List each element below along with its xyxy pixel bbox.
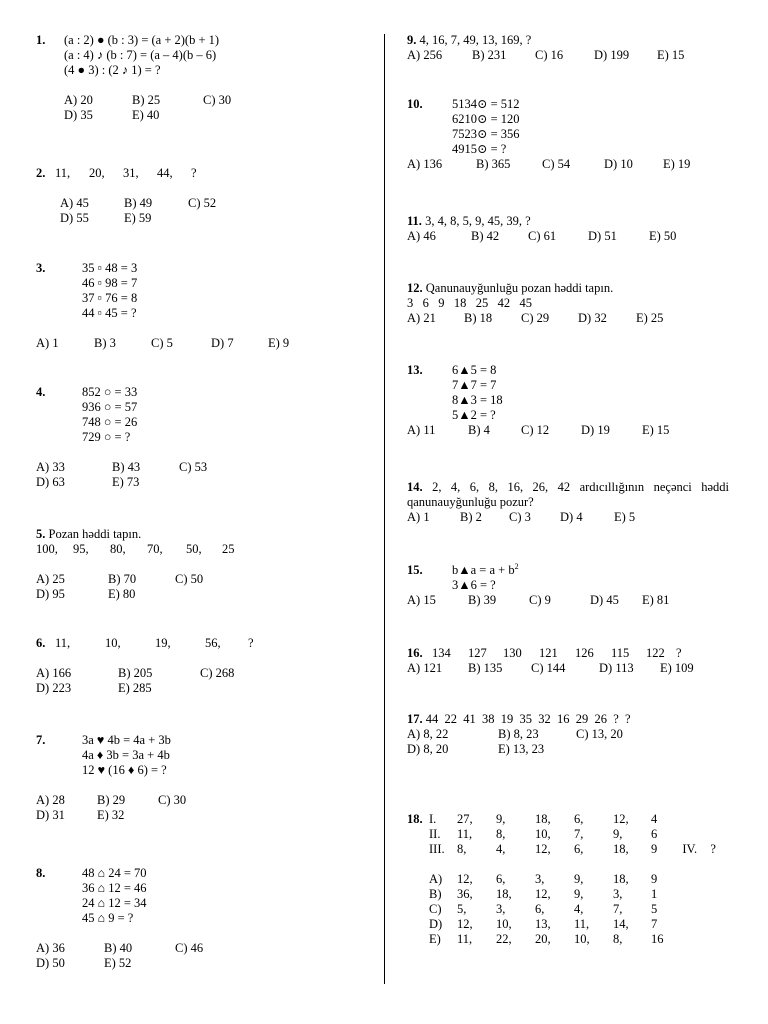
option-b[interactable]: B) 39 bbox=[468, 593, 497, 607]
option-b[interactable]: B) 43 bbox=[112, 460, 141, 474]
cell: 6, bbox=[574, 812, 584, 826]
sequence-term: 44, bbox=[157, 166, 173, 180]
formula-line: 24 ⌂ 12 = 34 bbox=[82, 896, 147, 910]
option-b[interactable]: B) 231 bbox=[472, 48, 507, 62]
option-a[interactable]: A) 11 bbox=[407, 423, 436, 437]
option-b[interactable]: B) 3 bbox=[94, 336, 116, 350]
option-b[interactable]: B) 70 bbox=[108, 572, 137, 586]
answer-options bbox=[36, 941, 366, 956]
row-label: I. bbox=[429, 812, 437, 826]
answer-options bbox=[36, 211, 366, 226]
option-c[interactable]: C) 29 bbox=[521, 311, 550, 325]
answer-options bbox=[407, 311, 729, 326]
sequence-term: 115 bbox=[611, 646, 630, 660]
cell: 6 bbox=[651, 827, 658, 841]
sequence-term: 70, bbox=[147, 542, 163, 556]
answer-options bbox=[36, 196, 366, 211]
question-number: 6. bbox=[36, 636, 46, 650]
sequence: 44 22 41 38 19 35 32 16 29 26 ? ? bbox=[425, 712, 631, 726]
sequence-term: 10, bbox=[105, 636, 121, 650]
formula-line: 7▲7 = 7 bbox=[452, 378, 497, 392]
option-b[interactable]: B) 42 bbox=[471, 229, 500, 243]
question-11 bbox=[407, 214, 729, 244]
option-c[interactable]: C) 52 bbox=[188, 196, 217, 210]
question-12 bbox=[407, 281, 729, 326]
question-5 bbox=[36, 527, 366, 602]
sequence-term: 80, bbox=[110, 542, 126, 556]
cell: 4, bbox=[496, 842, 506, 856]
answer-options bbox=[36, 793, 366, 808]
question-1 bbox=[36, 33, 366, 123]
option-e[interactable]: E) 5 bbox=[614, 510, 636, 524]
question-number: 8. bbox=[36, 866, 46, 880]
option-c[interactable]: C) 53 bbox=[179, 460, 208, 474]
option-e[interactable]: E) 19 bbox=[663, 157, 691, 171]
formula-line: 45 ⌂ 9 = ? bbox=[82, 911, 134, 925]
option-label: E) bbox=[429, 932, 441, 946]
question-17 bbox=[407, 712, 729, 757]
option-a[interactable]: A) 46 bbox=[407, 229, 436, 243]
option-b[interactable]: B) 25 bbox=[132, 93, 161, 107]
answer-options bbox=[407, 423, 729, 438]
answer-options bbox=[36, 475, 366, 490]
formula-exponent: 2 bbox=[514, 561, 519, 571]
question-6 bbox=[36, 636, 366, 696]
option-d[interactable]: D) 4 bbox=[560, 510, 583, 524]
question-number: 18. bbox=[407, 812, 423, 826]
table-row bbox=[407, 812, 657, 827]
option-a[interactable]: A) 1 bbox=[36, 336, 59, 350]
option-a[interactable]: A) 25 bbox=[36, 572, 65, 586]
option-b[interactable]: B) 2 bbox=[460, 510, 482, 524]
option-a[interactable]: A) 20 bbox=[64, 93, 93, 107]
option-c[interactable]: C) 54 bbox=[542, 157, 571, 171]
sequence-term: 20, bbox=[89, 166, 105, 180]
formula-line: (4 ● 3) : (2 ♪ 1) = ? bbox=[64, 63, 161, 77]
sequence-term: 19, bbox=[155, 636, 171, 650]
option-d[interactable]: D) 199 bbox=[594, 48, 630, 62]
option-d[interactable]: D) 19 bbox=[581, 423, 610, 437]
option-b[interactable]: B) 8, 23 bbox=[498, 727, 539, 741]
option-c[interactable]: C) 268 bbox=[200, 666, 235, 680]
formula-line: 36 ⌂ 12 = 46 bbox=[82, 881, 147, 895]
sequence-term: 11, bbox=[55, 636, 71, 650]
formula-line: 936 ○ = 57 bbox=[82, 400, 138, 414]
option-b[interactable]: B) 4 bbox=[468, 423, 490, 437]
option-label: A) bbox=[429, 872, 443, 886]
question-2 bbox=[36, 166, 366, 226]
question-number: 5. bbox=[36, 527, 46, 541]
option-e[interactable]: E) 40 bbox=[132, 108, 160, 122]
sequence-term: 127 bbox=[468, 646, 487, 660]
option-a[interactable]: A) 136 bbox=[407, 157, 443, 171]
option-c[interactable]: C) 30 bbox=[158, 793, 187, 807]
cell: 8, bbox=[457, 842, 467, 856]
option-e[interactable]: E) 73 bbox=[112, 475, 140, 489]
question-number: 7. bbox=[36, 733, 46, 747]
cell: 9, bbox=[496, 812, 506, 826]
cell: 10, bbox=[535, 827, 551, 841]
cell: 9, bbox=[574, 887, 584, 901]
question-number: 17. bbox=[407, 712, 423, 726]
cell: 12, bbox=[535, 842, 551, 856]
option-e[interactable]: E) 15 bbox=[657, 48, 685, 62]
option-a[interactable]: A) 33 bbox=[36, 460, 65, 474]
answer-options bbox=[36, 108, 366, 123]
option-a[interactable]: A) 36 bbox=[36, 941, 65, 955]
answer-options bbox=[407, 157, 729, 172]
formula-line: 37 ▫ 76 = 8 bbox=[82, 291, 138, 305]
sequence-term: 95, bbox=[73, 542, 89, 556]
question-14 bbox=[407, 480, 729, 525]
option-c[interactable]: C) 46 bbox=[175, 941, 204, 955]
option-e[interactable]: E) 285 bbox=[118, 681, 152, 695]
sequence-term: 130 bbox=[503, 646, 522, 660]
formula-line: 5▲2 = ? bbox=[452, 408, 496, 422]
cell: 12, bbox=[457, 917, 473, 931]
option-a[interactable]: A) 1 bbox=[407, 510, 430, 524]
question-number: 14. bbox=[407, 480, 423, 494]
cell: 4, bbox=[574, 902, 584, 916]
question-10 bbox=[407, 97, 729, 172]
cell: 18, bbox=[535, 812, 551, 826]
sequence-term: 126 bbox=[575, 646, 594, 660]
formula-line: 6▲5 = 8 bbox=[452, 363, 497, 377]
option-c[interactable]: C) 3 bbox=[509, 510, 531, 524]
cell: 18, bbox=[613, 872, 629, 886]
formula-line: 46 ▫ 98 = 7 bbox=[82, 276, 138, 290]
formula-line: (a : 2) ● (b : 3) = (a + 2)(b + 1) bbox=[64, 33, 220, 47]
question-number: 3. bbox=[36, 261, 46, 275]
formula-line: 3a ♥ 4b = 4a + 3b bbox=[82, 733, 171, 747]
option-d[interactable]: D) 113 bbox=[599, 661, 634, 675]
option-d[interactable]: D) 35 bbox=[64, 108, 93, 122]
sequence-term: ? bbox=[248, 636, 254, 650]
cell: 8, bbox=[613, 932, 623, 946]
option-e[interactable]: E) 109 bbox=[660, 661, 694, 675]
sequence-term: ? bbox=[191, 166, 197, 180]
option-e[interactable]: E) 81 bbox=[642, 593, 670, 607]
option-d[interactable]: D) 51 bbox=[588, 229, 617, 243]
question-3 bbox=[36, 261, 366, 351]
cell: 12, bbox=[613, 812, 629, 826]
cell: 12, bbox=[457, 872, 473, 886]
cell: 22, bbox=[496, 932, 512, 946]
answer-options bbox=[36, 460, 366, 475]
option-c[interactable] bbox=[407, 902, 657, 917]
option-e[interactable]: E) 80 bbox=[108, 587, 136, 601]
option-b[interactable]: B) 18 bbox=[464, 311, 493, 325]
answer-options bbox=[36, 336, 366, 351]
cell: 10, bbox=[574, 932, 590, 946]
option-c[interactable]: C) 144 bbox=[531, 661, 566, 675]
answer-options bbox=[407, 661, 729, 676]
formula-line: 4915⊙ = ? bbox=[452, 142, 507, 156]
option-label: C) bbox=[429, 902, 442, 916]
cell: 18, bbox=[613, 842, 629, 856]
cell: 14, bbox=[613, 917, 629, 931]
option-a[interactable]: A) 256 bbox=[407, 48, 443, 62]
option-d[interactable]: D) 55 bbox=[60, 211, 89, 225]
option-c[interactable]: C) 9 bbox=[529, 593, 551, 607]
formula-line: 6210⊙ = 120 bbox=[452, 112, 520, 126]
question-number: 15. bbox=[407, 563, 423, 577]
answer-options bbox=[407, 727, 729, 742]
answer-options bbox=[407, 872, 729, 947]
cell: 13, bbox=[535, 917, 551, 931]
cell: 12, bbox=[535, 887, 551, 901]
question-number: 10. bbox=[407, 97, 423, 111]
cell: 9 bbox=[651, 872, 658, 886]
cell: 1 bbox=[651, 887, 658, 901]
option-b[interactable]: B) 40 bbox=[104, 941, 133, 955]
question-text bbox=[407, 480, 729, 510]
cell: 27, bbox=[457, 812, 473, 826]
question-9 bbox=[407, 33, 729, 63]
answer-options bbox=[407, 593, 729, 608]
option-c[interactable]: C) 30 bbox=[203, 93, 232, 107]
option-d[interactable]: D) 10 bbox=[604, 157, 633, 171]
answer-options bbox=[407, 742, 729, 757]
answer-options bbox=[36, 666, 366, 681]
option-e[interactable]: E) 25 bbox=[636, 311, 664, 325]
cell: 3, bbox=[535, 872, 545, 886]
option-d[interactable]: D) 63 bbox=[36, 475, 65, 489]
answer-options bbox=[36, 572, 366, 587]
sequence-term: ? bbox=[676, 646, 682, 660]
option-e[interactable] bbox=[407, 932, 664, 947]
cell: 9, bbox=[574, 872, 584, 886]
formula-line: 8▲3 = 18 bbox=[452, 393, 503, 407]
sequence-term: 122 bbox=[646, 646, 665, 660]
question-13 bbox=[407, 363, 729, 438]
option-e[interactable]: E) 52 bbox=[104, 956, 132, 970]
formula-line bbox=[452, 563, 519, 578]
option-e[interactable]: E) 32 bbox=[97, 808, 125, 822]
cell: 3, bbox=[613, 887, 623, 901]
question-18 bbox=[407, 812, 729, 947]
cell: 8, bbox=[496, 827, 506, 841]
cell: 3, bbox=[496, 902, 506, 916]
row-label: III. bbox=[429, 842, 445, 856]
answer-options bbox=[36, 93, 366, 108]
option-c[interactable]: C) 12 bbox=[521, 423, 550, 437]
option-b[interactable] bbox=[407, 887, 657, 902]
cell: 11, bbox=[457, 827, 473, 841]
question-number: 2. bbox=[36, 166, 46, 180]
cell: 10, bbox=[496, 917, 512, 931]
cell: 11, bbox=[574, 917, 590, 931]
sequence: 4, 16, 7, 49, 13, 169, ? bbox=[419, 33, 532, 47]
question-number: 12. bbox=[407, 281, 423, 295]
formula-line: (a : 4) ♪ (b : 7) = (a – 4)(b – 6) bbox=[64, 48, 217, 62]
option-d[interactable]: D) 223 bbox=[36, 681, 72, 695]
option-d[interactable]: D) 50 bbox=[36, 956, 65, 970]
formula-line: 48 ⌂ 24 = 70 bbox=[82, 866, 147, 880]
cell: 7, bbox=[613, 902, 623, 916]
option-d[interactable]: D) 8, 20 bbox=[407, 742, 449, 756]
formula-line: 35 ▫ 48 = 3 bbox=[82, 261, 138, 275]
answer-options bbox=[407, 229, 729, 244]
option-e[interactable]: E) 50 bbox=[649, 229, 677, 243]
sequence-term: 121 bbox=[539, 646, 558, 660]
row-label: IV. bbox=[682, 842, 698, 856]
option-a[interactable]: A) 45 bbox=[60, 196, 89, 210]
option-d[interactable] bbox=[407, 917, 657, 932]
formula-line: 748 ○ = 26 bbox=[82, 415, 138, 429]
cell: 7 bbox=[651, 917, 658, 931]
formula-line: 729 ○ = ? bbox=[82, 430, 131, 444]
option-b[interactable]: B) 365 bbox=[476, 157, 511, 171]
answer-options bbox=[36, 808, 366, 823]
option-label: D) bbox=[429, 917, 443, 931]
column-divider bbox=[384, 34, 385, 984]
question-number: 1. bbox=[36, 33, 46, 47]
option-a[interactable] bbox=[407, 872, 657, 887]
sequence-term: 50, bbox=[186, 542, 202, 556]
table-row bbox=[407, 842, 657, 857]
question-number: 4. bbox=[36, 385, 46, 399]
option-b[interactable]: B) 49 bbox=[124, 196, 153, 210]
option-a[interactable]: A) 8, 22 bbox=[407, 727, 449, 741]
question-title: Pozan həddi tapın. bbox=[48, 527, 142, 541]
sequence-term: 11, bbox=[55, 166, 71, 180]
option-c[interactable]: C) 5 bbox=[151, 336, 173, 350]
formula-line: 852 ○ = 33 bbox=[82, 385, 138, 399]
option-e[interactable]: E) 13, 23 bbox=[498, 742, 545, 756]
option-a[interactable]: A) 166 bbox=[36, 666, 72, 680]
answer-options bbox=[36, 587, 366, 602]
option-d[interactable]: D) 45 bbox=[590, 593, 619, 607]
cell: 11, bbox=[457, 932, 473, 946]
cell: 4 bbox=[651, 812, 658, 826]
cell: 7, bbox=[574, 827, 584, 841]
question-number: 13. bbox=[407, 363, 423, 377]
sequence-table bbox=[407, 812, 729, 857]
option-a[interactable]: A) 121 bbox=[407, 661, 443, 675]
row-label: II. bbox=[429, 827, 441, 841]
cell: 5, bbox=[457, 902, 467, 916]
option-a[interactable]: A) 28 bbox=[36, 793, 65, 807]
cell: 9, bbox=[613, 827, 623, 841]
question-4 bbox=[36, 385, 366, 490]
sequence: 3, 4, 8, 5, 9, 45, 39, ? bbox=[425, 214, 531, 228]
answer-options bbox=[407, 48, 729, 63]
question-8 bbox=[36, 866, 366, 971]
option-d[interactable]: D) 95 bbox=[36, 587, 65, 601]
formula-line: 5134⊙ = 512 bbox=[452, 97, 520, 111]
option-b[interactable]: B) 29 bbox=[97, 793, 126, 807]
sequence: 3 6 9 18 25 42 45 bbox=[407, 296, 532, 310]
formula-line: 3▲6 = ? bbox=[452, 578, 496, 592]
table-row bbox=[660, 842, 716, 857]
cell: 20, bbox=[535, 932, 551, 946]
sequence-term: 31, bbox=[123, 166, 139, 180]
option-c[interactable]: C) 50 bbox=[175, 572, 204, 586]
question-body: 2, 4, 6, 8, 16, 26, 42 ardıcıllığının neçənci həddi qanunauyğunluğu pozur? bbox=[407, 480, 729, 509]
formula-main: b▲a = a + b bbox=[452, 563, 515, 577]
question-title: Qanunauyğunluğu pozan həddi tapın. bbox=[425, 281, 614, 295]
formula-line: 4a ♦ 3b = 3a + 4b bbox=[82, 748, 170, 762]
sequence-term: 25 bbox=[222, 542, 235, 556]
question-number: 9. bbox=[407, 33, 417, 47]
cell: 18, bbox=[496, 887, 512, 901]
cell: 9 bbox=[651, 842, 658, 856]
option-d[interactable]: D) 31 bbox=[36, 808, 65, 822]
cell: 36, bbox=[457, 887, 473, 901]
cell: 6, bbox=[574, 842, 584, 856]
question-number: 11. bbox=[407, 214, 422, 228]
option-b[interactable]: B) 135 bbox=[468, 661, 503, 675]
answer-options bbox=[407, 510, 729, 525]
option-d[interactable]: D) 7 bbox=[211, 336, 234, 350]
option-e[interactable]: E) 9 bbox=[268, 336, 290, 350]
question-number: 16. bbox=[407, 646, 423, 660]
formula-line: 12 ♥ (16 ♦ 6) = ? bbox=[82, 763, 167, 777]
option-label: B) bbox=[429, 887, 442, 901]
option-a[interactable]: A) 15 bbox=[407, 593, 436, 607]
cell: 5 bbox=[651, 902, 658, 916]
cell: 6, bbox=[496, 872, 506, 886]
answer-options bbox=[36, 956, 366, 971]
question-16 bbox=[407, 646, 729, 676]
sequence-term: 100, bbox=[36, 542, 58, 556]
option-e[interactable]: E) 15 bbox=[642, 423, 670, 437]
option-c[interactable]: C) 16 bbox=[535, 48, 564, 62]
option-d[interactable]: D) 32 bbox=[578, 311, 607, 325]
sequence-term: 134 bbox=[432, 646, 451, 660]
option-a[interactable]: A) 21 bbox=[407, 311, 436, 325]
answer-options bbox=[36, 681, 366, 696]
cell: 6, bbox=[535, 902, 545, 916]
cell: 16 bbox=[651, 932, 664, 946]
formula-line: 44 ▫ 45 = ? bbox=[82, 306, 137, 320]
option-c[interactable]: C) 61 bbox=[528, 229, 557, 243]
option-b[interactable]: B) 205 bbox=[118, 666, 153, 680]
table-row bbox=[407, 827, 657, 842]
option-e[interactable]: E) 59 bbox=[124, 211, 152, 225]
formula-line: 7523⊙ = 356 bbox=[452, 127, 520, 141]
question-15 bbox=[407, 563, 729, 608]
option-c[interactable]: C) 13, 20 bbox=[576, 727, 623, 741]
sequence-term: 56, bbox=[205, 636, 221, 650]
question-7 bbox=[36, 733, 366, 823]
cell: ? bbox=[710, 842, 716, 856]
